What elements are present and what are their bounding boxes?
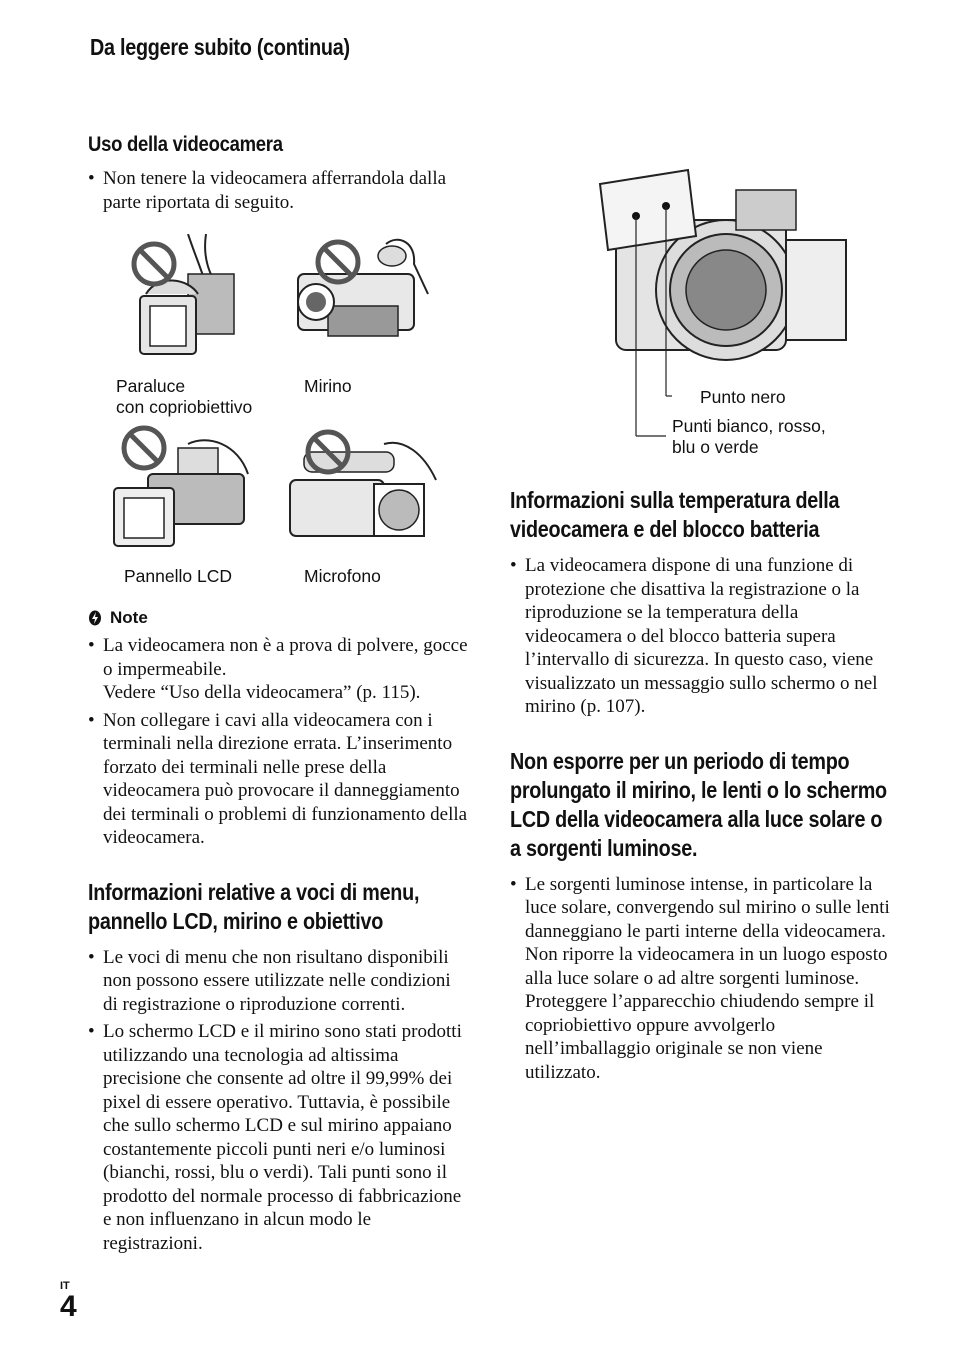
note-section <box>88 608 468 850</box>
right-column <box>510 486 890 1112</box>
menu-lcd-section <box>88 878 468 1256</box>
usage-bullets <box>88 167 468 214</box>
label-black-dot: Punto nero <box>700 387 786 407</box>
menu-lcd-heading: Informazioni relative a voci di menu, pannello LCD, mirino e obiettivo <box>88 878 420 934</box>
menu-lcd-item: • Le voci di menu che non risultano disponibili non possono essere utilizzate nelle condizioni di registrazione o riproduzione correnti. <box>88 946 468 1017</box>
camera-grip-figures <box>88 228 448 598</box>
figure-caption-microphone: Microfono <box>304 566 381 586</box>
camera-hood-illustration <box>128 234 238 364</box>
sunlight-item: • Le sorgenti luminose intense, in particolare la luce solare, convergendo sul mirino o sulle lenti danneggiano le parti interne della videocamera. Non riporre la videocamera in un luogo esposto alla luce solare o ad altre sorgenti luminose. Proteggere l’apparecchio chiudendo sempre il copriobiettivo oppure avvolgerlo nell’imballaggio originale se non viene utilizzato. <box>510 873 890 1085</box>
camera-viewfinder-illustration <box>288 234 438 364</box>
page-footer <box>60 1280 77 1322</box>
sunlight-section <box>510 747 890 1085</box>
temperature-section <box>510 486 890 719</box>
figure-caption-viewfinder: Mirino <box>304 376 352 396</box>
temperature-heading: Informazioni sulla temperatura della videocamera e del blocco batteria <box>510 487 840 542</box>
note-icon <box>88 610 102 626</box>
camera-lcd-illustration <box>108 424 258 554</box>
note-item: • Non collegare i cavi alla videocamera con i terminali nella direzione errata. L’inserimento forzato dei terminali nelle prese della videocamera può provocare il danneggiamento dei terminali o problemi di funzionamento della videocamera. <box>88 709 468 850</box>
label-colored-dots: Punti bianco, rosso, blu o verde <box>672 416 826 457</box>
figure-caption-lcd: Pannello LCD <box>124 566 232 586</box>
figure-caption-lens-hood: Paraluce con copriobiettivo <box>116 376 253 417</box>
note-label: Note <box>110 608 148 627</box>
usage-bullet: • Non tenere la videocamera afferrandola dalla parte riportata di seguito. <box>88 167 468 214</box>
usage-heading: Uso della videocamera <box>88 133 283 156</box>
camera-microphone-illustration <box>284 424 444 554</box>
lcd-dots-illustration <box>596 160 856 460</box>
page-header-title: Da leggere subito (continua) <box>90 34 350 60</box>
note-heading <box>88 608 468 628</box>
note-item: • La videocamera non è a prova di polvere, gocce o impermeabile. Vedere “Uso della videocamera” (p. 115). <box>88 634 468 705</box>
temperature-list <box>510 554 890 719</box>
menu-lcd-item: • Lo schermo LCD e il mirino sono stati prodotti utilizzando una tecnologia ad altissima precisione che consente ad oltre il 99,99% dei pixel di essere operativo. Tuttavia, è possibile che sullo schermo LCD e sul mirino appaiano costantemente piccoli punti neri e/o luminosi (bianchi, rossi, blu o verdi). Tali punti sono il prodotto del normale processo di fabbricazione e non influenzano in alcun modo le registrazioni. <box>88 1020 468 1255</box>
note-list <box>88 634 468 850</box>
temperature-item: • La videocamera dispone di una funzione di protezione che disattiva la registrazione o la riproduzione se la temperatura della videocamera o del blocco batteria supera l’intervallo di sicurezza. In questo caso, viene visualizzato un messaggio sullo schermo o nel mirino (p. 107). <box>510 554 890 719</box>
language-code: IT <box>60 1280 70 1292</box>
usage-section <box>88 130 468 598</box>
sunlight-list <box>510 873 890 1085</box>
menu-lcd-list <box>88 946 468 1256</box>
sunlight-heading: Non esporre per un periodo di tempo prolungato il mirino, le lenti o lo schermo LCD della videocamera alla luce solare o a sorgenti luminose. <box>510 747 887 861</box>
left-column <box>88 130 468 1283</box>
page-number: 4 <box>60 1290 77 1323</box>
